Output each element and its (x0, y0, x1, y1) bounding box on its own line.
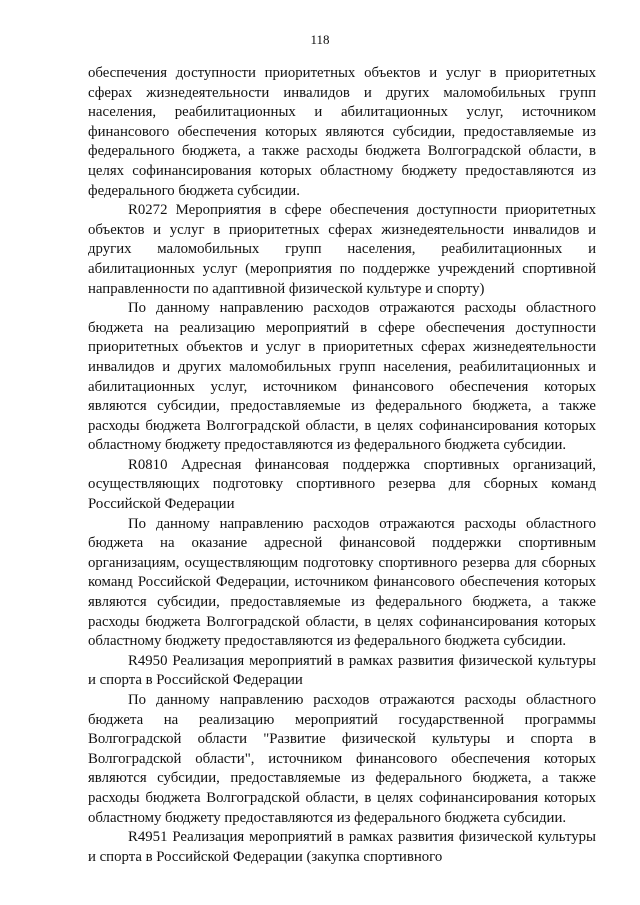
paragraph-heading-r0810: R0810 Адресная финансовая поддержка спортивных организаций, осуществляющих подготовку спортивного резерва для сборных команд Российской Федерации (88, 456, 596, 513)
paragraph-heading-r0272: R0272 Мероприятия в сфере обеспечения доступности приоритетных объектов и услуг в приоритетных сферах жизнедеятельности инвалидов и других маломобильных групп населения, реабилитационных и абилитационных услуг (мероприятия по поддержке учреждений спортивной направленности по адаптивной физической культуре и спорту) (88, 202, 596, 297)
paragraph-body: По данному направлению расходов отражаются расходы областного бюджета на реализацию мероприятий государственной программы Волгоградской области "Развитие физической культуры и спорта в Волгоградской области", источником финансового обеспечения которых являются субсидии, предоставляемые из федерального бюджета, а также расходы бюджета Волгоградской области, в целях софинансирования которых областному бюджету предоставляются из федерального бюджета субсидии. (88, 692, 596, 826)
document-body (88, 64, 596, 867)
paragraph-heading-r4950: R4950 Реализация мероприятий в рамках развития физической культуры и спорта в Российской Федерации (88, 652, 596, 689)
paragraph-body: По данному направлению расходов отражаются расходы областного бюджета на реализацию мероприятий в сфере обеспечения доступности приоритетных объектов и услуг в приоритетных сферах жизнедеятельности инвалидов и других маломобильных групп населения, реабилитационных и абилитационных услуг, источником финансового обеспечения которых являются субсидии, предоставляемые из федерального бюджета, а также расходы бюджета Волгоградской области, в целях софинансирования которых областному бюджету предоставляются из федерального бюджета субсидии. (88, 300, 596, 454)
paragraph-continuation: обеспечения доступности приоритетных объектов и услуг в приоритетных сферах жизнедеятельности инвалидов и других маломобильных групп населения, реабилитационных и абилитационных услуг, источником финансового обеспечения которых являются субсидии, предоставляемые из федерального бюджета, а также расходы бюджета Волгоградской области, в целях софинансирования которых областному бюджету предоставляются из федерального бюджета субсидии. (88, 65, 596, 199)
page-number: 118 (310, 32, 330, 47)
paragraph-heading-r4951: R4951 Реализация мероприятий в рамках развития физической культуры и спорта в Российской Федерации (закупка спортивного (88, 829, 596, 865)
paragraph-body: По данному направлению расходов отражаются расходы областного бюджета на оказание адресной финансовой поддержки спортивным организациям, осуществляющим подготовку спортивного резерва для сборных команд Российской Федерации, источником финансового обеспечения которых являются субсидии, предоставляемые из федерального бюджета, а также расходы бюджета Волгоградской области, в целях софинансирования которых областному бюджету предоставляются из федерального бюджета субсидии. (88, 515, 596, 650)
